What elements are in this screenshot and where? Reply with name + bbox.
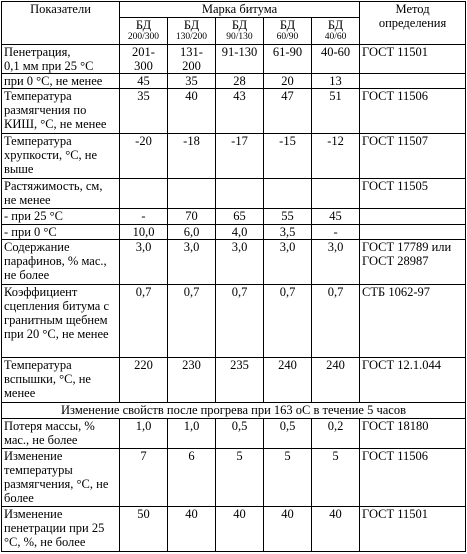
value-cell: -15 (264, 133, 312, 178)
value-cell: 40 (216, 507, 264, 552)
row-name-text: 0,1 мм при 25 °С (4, 58, 94, 73)
grade-code: БД (135, 18, 152, 33)
method-cell (360, 208, 466, 224)
value-cell: -18 (168, 133, 216, 178)
grade-range: 90/130 (226, 32, 253, 43)
method-header: Метод определения (360, 2, 466, 45)
table-row (2, 74, 466, 89)
value-cell: 91-130 (216, 44, 264, 73)
value-cell: - (312, 225, 360, 240)
value-cell: 220 (120, 358, 168, 403)
value-cell: 40 (168, 507, 216, 552)
value-cell: 3,0 (312, 240, 360, 285)
method-cell: ГОСТ 11501 (360, 44, 466, 73)
grade-header (216, 18, 264, 44)
method-cell: ГОСТ 12.1.044 (360, 358, 466, 403)
value-cell: 3,0 (168, 240, 216, 285)
value-cell: 235 (216, 358, 264, 403)
value-cell: 0,7 (264, 285, 312, 358)
table-row (2, 507, 466, 552)
header-row-1 (2, 2, 466, 18)
value-cell: 50 (120, 507, 168, 552)
bitumen-grade-header: Марка битума (120, 2, 360, 18)
grade-header (120, 18, 168, 44)
value-cell: 0,2 (312, 419, 360, 449)
grade-code: БД (279, 18, 296, 33)
table-row (2, 133, 466, 178)
value-cell: 40 (168, 89, 216, 134)
table-row (2, 225, 466, 240)
value-cell: 40-60 (312, 44, 360, 73)
value-cell: 40 (264, 507, 312, 552)
value-cell: 65 (216, 208, 264, 224)
value-cell (312, 178, 360, 208)
method-cell: ГОСТ 11501 (360, 507, 466, 552)
method-cell (360, 74, 466, 89)
value-cell: 0,7 (168, 285, 216, 358)
table-row (2, 419, 466, 449)
value-cell: 7 (120, 449, 168, 507)
value-cell: -12 (312, 133, 360, 178)
row-name: - при 0 °С (2, 225, 120, 240)
value-cell (120, 178, 168, 208)
value-cell: 4,0 (216, 225, 264, 240)
value-cell: 55 (264, 208, 312, 224)
row-name-text: Пенетрация, (4, 44, 71, 59)
value-cell: 43 (216, 89, 264, 134)
value-cell (216, 178, 264, 208)
grade-header (312, 18, 360, 44)
value-cell: 28 (216, 74, 264, 89)
method-cell: ГОСТ 17789 или ГОСТ 28987 (360, 240, 466, 285)
table-row (2, 285, 466, 358)
value-cell: 47 (264, 89, 312, 134)
grade-code: БД (231, 18, 248, 33)
value-cell: -20 (120, 133, 168, 178)
value-cell: 240 (264, 358, 312, 403)
section-row (2, 402, 466, 418)
value-cell: 6 (168, 449, 216, 507)
method-cell: ГОСТ 11507 (360, 133, 466, 178)
value-cell: 3,0 (264, 240, 312, 285)
value-cell (168, 178, 216, 208)
row-name: Изменение пенетрации при 25 °С, %, не более (2, 507, 120, 552)
method-cell (360, 225, 466, 240)
indicator-header: Показатели (2, 2, 120, 45)
table-row (2, 89, 466, 134)
value-cell: 40 (312, 507, 360, 552)
value-cell: 5 (264, 449, 312, 507)
value-cell: 35 (120, 89, 168, 134)
method-cell: СТБ 1062-97 (360, 285, 466, 358)
value-cell: 35 (168, 74, 216, 89)
value-cell: 51 (312, 89, 360, 134)
value-cell: 131- 200 (168, 44, 216, 73)
row-name: - при 25 °С (2, 208, 120, 224)
table-row (2, 358, 466, 403)
method-cell: ГОСТ 11506 (360, 89, 466, 134)
method-cell: ГОСТ 11506 (360, 449, 466, 507)
row-name (2, 44, 120, 73)
grade-range: 60/90 (276, 32, 299, 43)
value-cell: 1,0 (120, 419, 168, 449)
table-row (2, 208, 466, 224)
table-row (2, 449, 466, 507)
grade-range: 200/300 (127, 32, 160, 43)
value-cell: 13 (312, 74, 360, 89)
value-cell: 70 (168, 208, 216, 224)
value-cell: 0,5 (264, 419, 312, 449)
table-row (2, 44, 466, 73)
value-cell: 230 (168, 358, 216, 403)
bitumen-properties-table (1, 1, 466, 552)
value-cell: 3,0 (120, 240, 168, 285)
value-cell: 0,5 (216, 419, 264, 449)
row-name: Температура размягчения по КИШ, °С, не менее (2, 89, 120, 134)
row-name: Изменение температуры размягчения, °С, не более (2, 449, 120, 507)
value-cell: 240 (312, 358, 360, 403)
section-title: Изменение свойств после прогрева при 163 оС в течение 5 часов (2, 402, 466, 418)
value-cell: 10,0 (120, 225, 168, 240)
row-name: Коэффициент сцепления битума с гранитным щебнем при 20 °С, не менее (2, 285, 120, 358)
row-name: Потеря массы, % мас., не более (2, 419, 120, 449)
grade-range: 40/60 (324, 32, 347, 43)
table-row (2, 240, 466, 285)
method-cell: ГОСТ 11505 (360, 178, 466, 208)
grade-range: 130/200 (175, 32, 208, 43)
value-cell: 45 (120, 74, 168, 89)
grade-header (168, 18, 216, 44)
value-cell: 5 (312, 449, 360, 507)
row-name: Растяжимость, см, не менее (2, 178, 120, 208)
value-cell: 3,5 (264, 225, 312, 240)
value-cell: 20 (264, 74, 312, 89)
value-cell: 1,0 (168, 419, 216, 449)
value-cell: 0,7 (216, 285, 264, 358)
row-name: Температура хрупкости, °С, не выше (2, 133, 120, 178)
value-cell: 3,0 (216, 240, 264, 285)
grade-code: БД (327, 18, 344, 33)
value-cell: 0,7 (120, 285, 168, 358)
method-cell: ГОСТ 18180 (360, 419, 466, 449)
value-cell: 6,0 (168, 225, 216, 240)
row-name: Температура вспышки, °С, не менее (2, 358, 120, 403)
value-cell: - (120, 208, 168, 224)
row-name: Содержание парафинов, % мас., не более (2, 240, 120, 285)
value-cell: 5 (216, 449, 264, 507)
value-cell: 0,7 (312, 285, 360, 358)
value-cell: 201- 300 (120, 44, 168, 73)
value-cell: 45 (312, 208, 360, 224)
table-row (2, 178, 466, 208)
value-cell: -17 (216, 133, 264, 178)
value-cell (264, 178, 312, 208)
grade-header (264, 18, 312, 44)
row-name: при 0 °С, не менее (2, 74, 120, 89)
value-cell: 61-90 (264, 44, 312, 73)
grade-code: БД (183, 18, 200, 33)
